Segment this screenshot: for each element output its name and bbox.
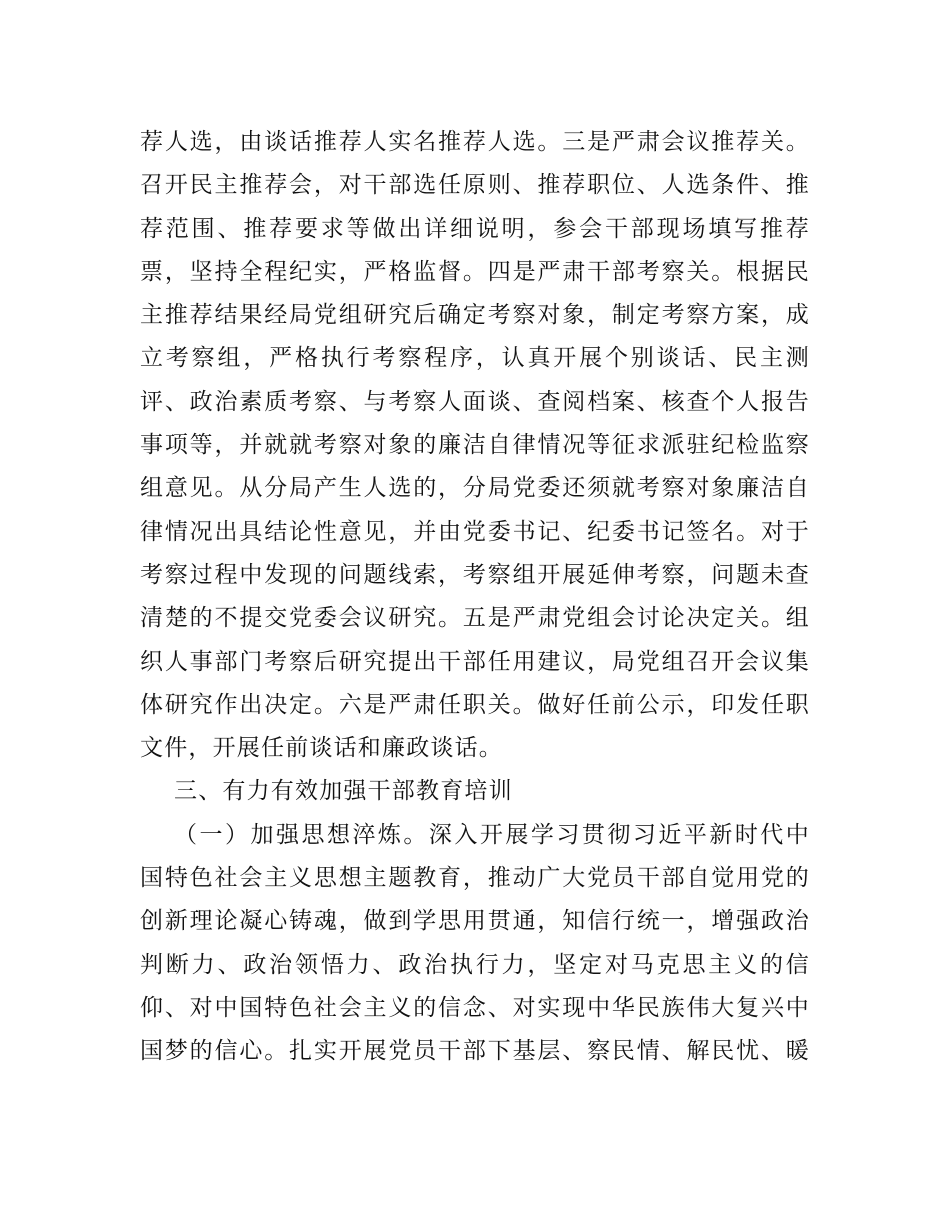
paragraph-line: 荐人选，由谈话推荐人实名推荐人选。三是严肃会议推荐关。 [140,129,810,155]
paragraph-line: 清楚的不提交党委会议研究。五是严肃党组会讨论决定关。组 [140,605,810,632]
paragraph-line: 国梦的信心。扎实开展党员干部下基层、察民情、解民忧、暖 [140,1038,810,1065]
paragraph-line: 仰、对中国特色社会主义的信念、对实现中华民族伟大复兴中 [140,994,810,1021]
paragraph-line: （一）加强思想淬炼。深入开展学习贯彻习近平新时代中 [174,821,810,848]
paragraph-line: 事项等，并就就考察对象的廉洁自律情况等征求派驻纪检监察 [140,432,810,459]
paragraph-line: 考察过程中发现的问题线索，考察组开展延伸考察，问题未查 [140,561,810,588]
paragraph-line: 评、政治素质考察、与考察人面谈、查阅档案、核查个人报告 [140,388,810,415]
paragraph-line: 立考察组，严格执行考察程序，认真开展个别谈话、民主测 [140,345,810,372]
paragraph-line: 国特色社会主义思想主题教育，推动广大党员干部自觉用党的 [140,865,810,892]
paragraph-line: 票，坚持全程纪实，严格监督。四是严肃干部考察关。根据民 [140,258,810,285]
paragraph-line: 判断力、政治领悟力、政治执行力，坚定对马克思主义的信 [140,951,810,978]
paragraph-line: 召开民主推荐会，对干部选任原则、推荐职位、人选条件、推 [140,172,810,199]
paragraph-line: 律情况出具结论性意见，并由党委书记、纪委书记签名。对于 [140,518,810,545]
paragraph-line: 组意见。从分局产生人选的，分局党委还须就考察对象廉洁自 [140,475,810,502]
paragraph-line: 荐范围、推荐要求等做出详细说明，参会干部现场填写推荐 [140,215,810,242]
section-heading: 三、有力有效加强干部教育培训 [174,778,513,805]
paragraph-line: 织人事部门考察后研究提出干部任用建议，局党组召开会议集 [140,648,810,675]
paragraph-line: 体研究作出决定。六是严肃任职关。做好任前公示，印发任职 [140,691,810,718]
body-text-block [140,121,810,1074]
paragraph-line: 主推荐结果经局党组研究后确定考察对象，制定考察方案，成 [140,302,810,329]
paragraph-line: 文件，开展任前谈话和廉政谈话。 [140,735,503,762]
paragraph-line: 创新理论凝心铸魂，做到学思用贯通，知信行统一，增强政治 [140,908,810,935]
